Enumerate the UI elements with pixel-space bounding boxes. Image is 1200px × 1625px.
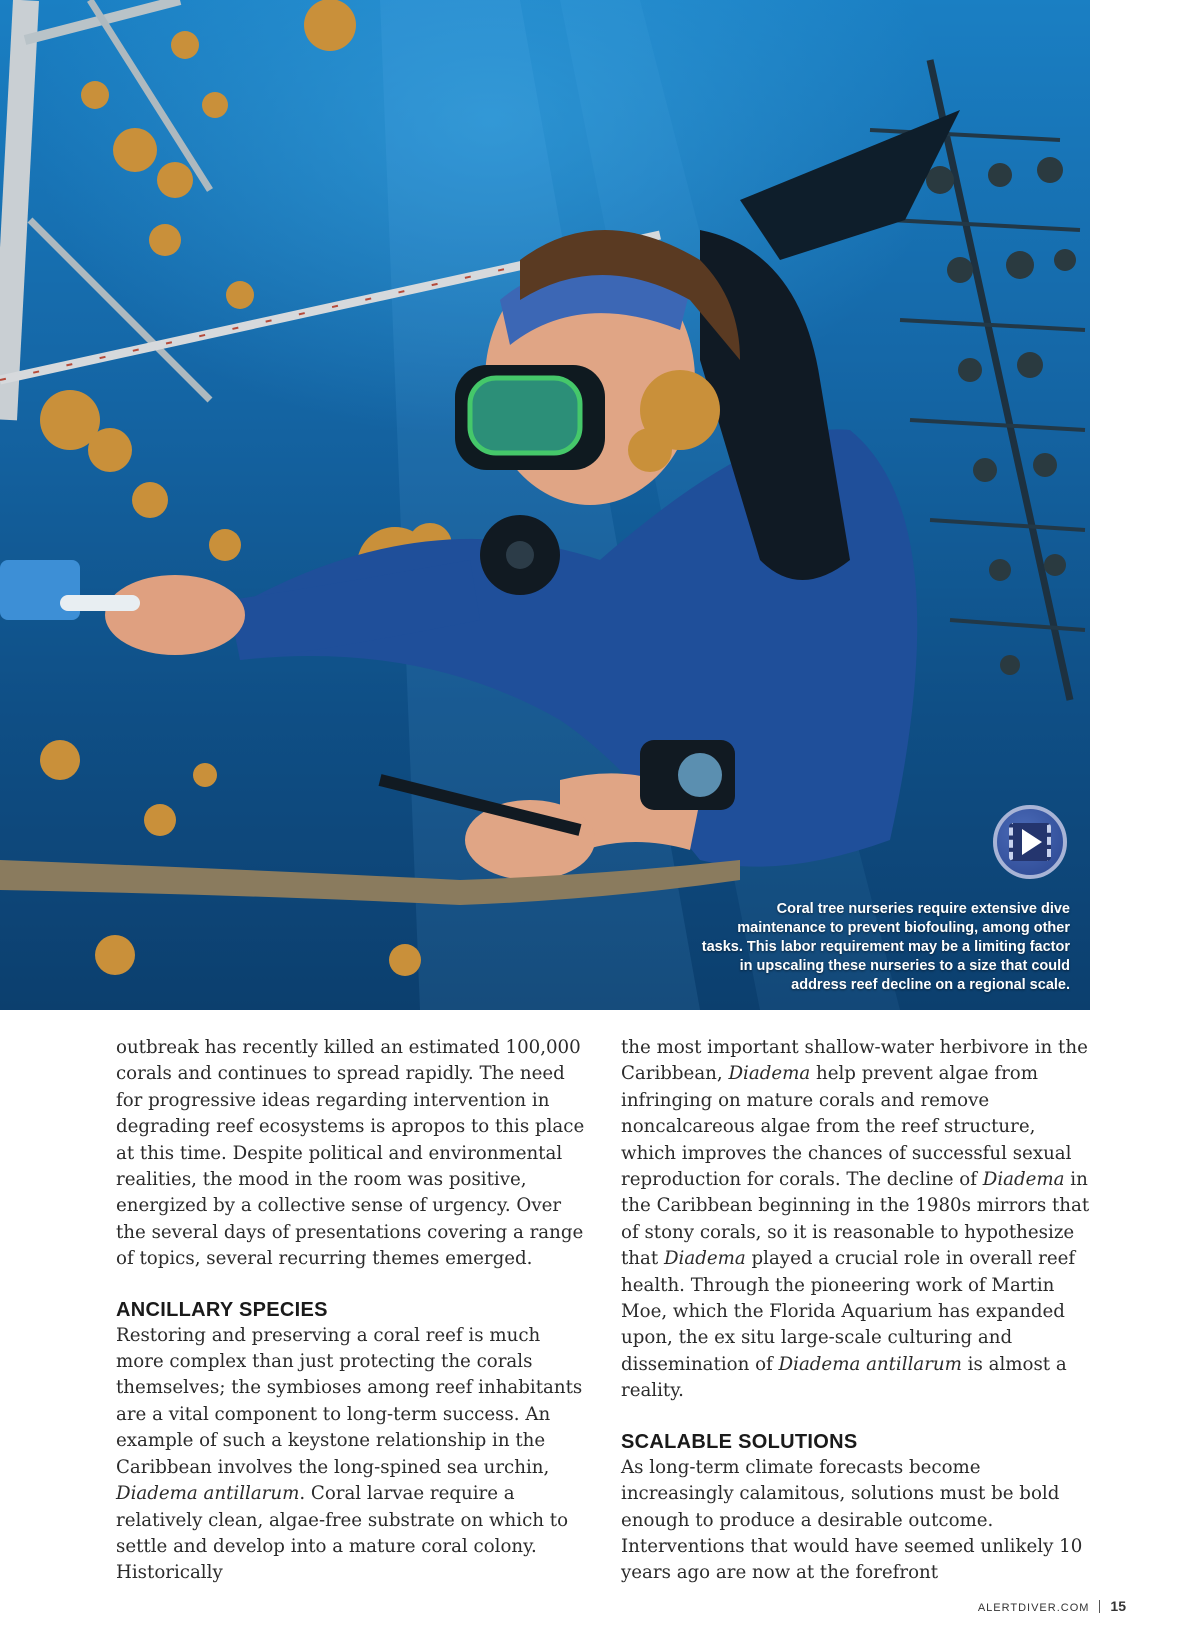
section-heading-scalable-solutions: SCALABLE SOLUTIONS: [621, 1430, 858, 1453]
video-play-button[interactable]: [993, 805, 1067, 879]
left-column: [116, 1035, 586, 1587]
paragraph: Restoring and preserving a coral reef is much more complex than just protecting the corals themselves; the symbioses among reef inhabitants are a vital component to long-term success. An example of such a keystone relationship in the Caribbean involves the long-spined sea urchin, Diadema antillarum. Coral larvae require a relatively clean, algae-free substrate on which to settle and develop into a mature coral colony. Historically: [116, 1324, 583, 1584]
photo-caption: Coral tree nurseries require extensive dive maintenance to prevent biofouling, among other tasks. This labor requirement may be a limiting factor in upscaling these nurseries to a size that could address reef decline on a regional scale.: [701, 901, 1070, 993]
page-number: 15: [1110, 1598, 1126, 1614]
right-column: [621, 1035, 1091, 1587]
site-name[interactable]: ALERTDIVER.COM: [977, 1602, 1090, 1614]
footer-divider: [1099, 1600, 1100, 1613]
section-heading-ancillary-species: ANCILLARY SPECIES: [116, 1298, 328, 1321]
film-icon: [1009, 823, 1051, 861]
page-footer: [900, 1598, 1126, 1616]
paragraph: As long-term climate forecasts become increasingly calamitous, solutions must be bold enough to produce a desirable outcome. Interventions that would have seemed unlikely 10 years ago are now at the forefront: [621, 1456, 1083, 1584]
paragraph: the most important shallow-water herbivore in the Caribbean, Diadema help prevent algae from infringing on mature corals and remove noncalcareous algae from the reef structure, which improves the chances of successful sexual reproduction for corals. The decline of Diadema in the Caribbean beginning in the 1980s mirrors that of stony corals, so it is reasonable to hypothesize that Diadema played a crucial role in overall reef health. Through the pioneering work of Martin Moe, which the Florida Aquarium has expanded upon, the ex situ large-scale culturing and dissemination of Diadema antillarum is almost a reality.: [621, 1037, 1090, 1402]
play-icon: [1022, 829, 1042, 855]
paragraph: outbreak has recently killed an estimated 100,000 corals and continues to spread rapidly. The need for progressive ideas regarding intervention in degrading reef ecosystems is apropos to this place at this time. Despite political and environmental realities, the mood in the room was positive, energized by a collective sense of urgency. Over the several days of presentations covering a range of topics, several recurring themes emerged.: [116, 1037, 585, 1270]
